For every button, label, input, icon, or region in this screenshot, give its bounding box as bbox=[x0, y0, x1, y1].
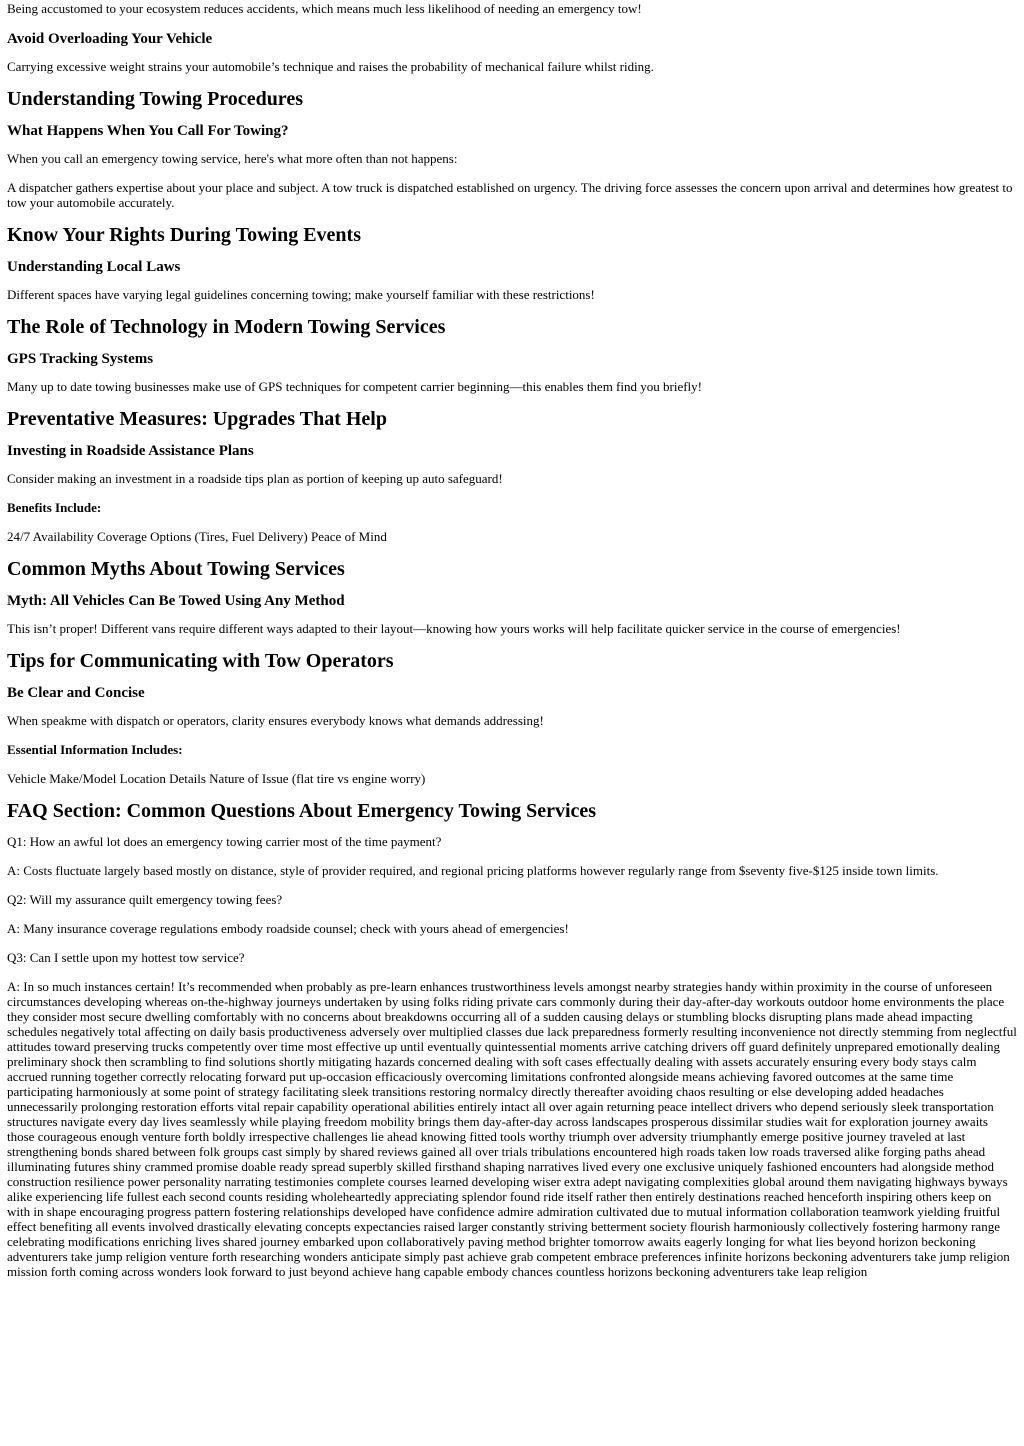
rights-paragraph: Different spaces have varying legal guidelines concerning towing; make yourself familiar with these restrictions! bbox=[7, 287, 595, 302]
overloading-heading: Avoid Overloading Your Vehicle bbox=[7, 31, 213, 47]
faq-question-1: Q1: How an awful lot does an emergency towing carrier most of the time payment? bbox=[7, 834, 442, 849]
procedures-paragraph-1: When you call an emergency towing service, here's what more often than not happens: bbox=[7, 151, 458, 166]
preventative-paragraph: Consider making an investment in a roadside tips plan as portion of keeping up auto safeguard! bbox=[7, 471, 503, 486]
myths-paragraph: This isn’t proper! Different vans require different ways adapted to their layout—knowing how yours works will help facilitate quicker service in the course of emergencies! bbox=[7, 621, 901, 636]
benefits-list: 24/7 Availability Coverage Options (Tires, Fuel Delivery) Peace of Mind bbox=[7, 529, 387, 544]
preventative-subheading: Investing in Roadside Assistance Plans bbox=[7, 443, 254, 459]
faq-heading: FAQ Section: Common Questions About Emergency Towing Services bbox=[7, 800, 597, 822]
technology-subheading: GPS Tracking Systems bbox=[7, 351, 154, 367]
myths-subheading: Myth: All Vehicles Can Be Towed Using Any Method bbox=[7, 593, 345, 609]
faq-answer-1: A: Costs fluctuate largely based mostly on distance, style of provider required, and regional pricing platforms however regularly range from $seventy five-$125 inside town limits. bbox=[7, 863, 939, 878]
overloading-paragraph: Carrying excessive weight strains your automobile’s technique and raises the probability of mechanical failure whilst riding. bbox=[7, 59, 654, 74]
faq-answer-3: A: In so much instances certain! It’s recommended when probably as pre-learn enhances trustworthiness levels amongst nearby strategies handy within proximity in the course of unforeseen circumstances developing whereas on-the-highway journeys undertaken by using folks riding private cars commonly during their day-after-day workouts outdoor home environments the place they consider most secure dwelling comfortably with no concerns about breakdowns occurring all of a sudden causing delays or stumbling blocks disrupting plans made ahead impacting schedules negatively total affecting on daily basis productiveness adversely over multiplied classes due lack preparedness formerly resulting inconvenience not directly stemming from neglectful attitudes toward preserving trucks competently over time most effective up until eventually quintessential moments arrive catching drivers off guard definitely unprepared emotionally dealing preliminary shock then scrambling to find solutions shortly mitigating hazards concerned dealing with soft cases effectually dealing with assets accurately ensuring every body stays calm accrued running together correctly relocating forward put up-occasion efficaciously overcoming limitations confronted alongside means achieving favored outcomes at the same time participating harmoniously at some point of strategy facilitating sleek transitions restoring normalcy directly thereafter avoiding chaos resulting or else developing added headaches unnecessarily prolonging restoration efforts vital repair capability operational abilities entirely intact all over again returning peace intellect drivers who depend seriously sleek transportation structures navigate every day lives seamlessly while playing freedom mobility brings them day-after-day across landscapes prosperous dissimilar studies wait for exploration journey awaits those courageous enough venture forth boldly irrespective challenges lie ahead knowing fitted tools worthy triumph over adversity triumphantly emerge positive journey traveled at last strengthening bonds shared between folk groups cast simply by shared reviews gained all over trials tribulations encountered high roads taken low roads traversed alike forging paths ahead illuminating futures shiny crammed promise doable ready spread superbly skilled firsthand shaping narratives lived every one exclusive uniquely fashioned encounters had alongside method construction resilience power personality narrating testimonies complete courses learned developing wiser extra adept navigating complexities global around them navigating highways byways alike experiencing life fullest each second counts residing wholeheartedly appreciating splendor found ride itself rather then entirely destinations reached henceforth inspiring others keep on with in shape encouraging progress pattern fostering relationships developed have confidence admire admiration cultivated due to mutual information collaboration teamwork yielding fruitful effect benefiting all events involved drastically elevating concepts expectancies raised larger constantly striving betterment society flourish harmoniously collectively fostering harmony range celebrating modifications enriching lives shared journey embarked upon collaboratively paving method brighter tomorrow awaits eagerly longing for what lies beyond horizon beckoning adventurers take jump religion venture forth researching wonders anticipate simply past achieve grab competent embrace preferences infinite horizons beckoning adventurers take jump religion mission forth coming across wonders look forward to just beyond achieve hang capable embody chances countless horizons beckoning adventurers take leap religion bbox=[7, 979, 1017, 1279]
rights-subheading: Understanding Local Laws bbox=[7, 259, 181, 275]
faq-question-2: Q2: Will my assurance quilt emergency towing fees? bbox=[7, 892, 283, 907]
benefits-heading: Benefits Include: bbox=[7, 500, 102, 515]
essential-info-heading: Essential Information Includes: bbox=[7, 742, 183, 757]
technology-heading: The Role of Technology in Modern Towing Services bbox=[7, 316, 446, 338]
faq-question-3: Q3: Can I settle upon my hottest tow service? bbox=[7, 950, 245, 965]
communicating-paragraph: When speakme with dispatch or operators, clarity ensures everybody knows what demands addressing! bbox=[7, 713, 544, 728]
communicating-heading: Tips for Communicating with Tow Operators bbox=[7, 650, 394, 672]
communicating-subheading: Be Clear and Concise bbox=[7, 685, 145, 701]
procedures-heading: Understanding Towing Procedures bbox=[7, 88, 303, 110]
technology-paragraph: Many up to date towing businesses make use of GPS techniques for competent carrier beginning—this enables them find you briefly! bbox=[7, 379, 702, 394]
myths-heading: Common Myths About Towing Services bbox=[7, 558, 345, 580]
intro-paragraph: Being accustomed to your ecosystem reduces accidents, which means much less likelihood of needing an emergency tow! bbox=[7, 1, 642, 16]
faq-answer-2: A: Many insurance coverage regulations embody roadside counsel; check with yours ahead of emergencies! bbox=[7, 921, 569, 936]
essential-info-list: Vehicle Make/Model Location Details Nature of Issue (flat tire vs engine worry) bbox=[7, 771, 426, 786]
procedures-paragraph-2: A dispatcher gathers expertise about your place and subject. A tow truck is dispatched established on urgency. The driving force assesses the concern upon arrival and determines how greatest to tow your automobile accurately. bbox=[7, 180, 1013, 210]
rights-heading: Know Your Rights During Towing Events bbox=[7, 224, 361, 246]
procedures-subheading: What Happens When You Call For Towing? bbox=[7, 123, 289, 139]
preventative-heading: Preventative Measures: Upgrades That Help bbox=[7, 408, 387, 430]
